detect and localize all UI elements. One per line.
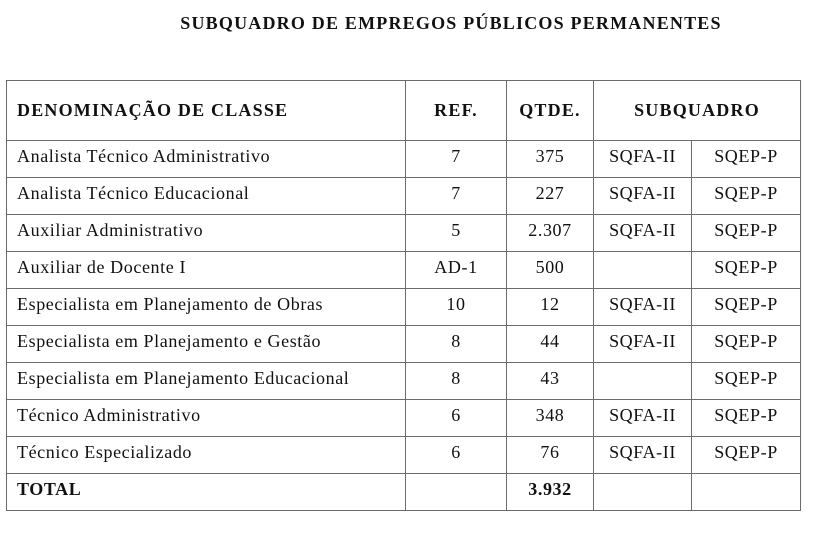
cell-denomination: Analista Técnico Administrativo	[7, 141, 406, 178]
document-title: SUBQUADRO DE EMPREGOS PÚBLICOS PERMANENTES	[180, 13, 722, 33]
table-row	[7, 437, 801, 474]
cell-subquadro-sqfa: SQFA-II	[594, 400, 692, 437]
total-label: TOTAL	[7, 474, 406, 511]
cell-denomination: Especialista em Planejamento de Obras	[7, 289, 406, 326]
cell-denomination: Auxiliar Administrativo	[7, 215, 406, 252]
cell-subquadro-sqfa: SQFA-II	[594, 289, 692, 326]
cell-denomination: Auxiliar de Docente I	[7, 252, 406, 289]
cell-subquadro-sqep: SQEP-P	[692, 326, 801, 363]
employment-table	[6, 80, 801, 511]
table-row	[7, 252, 801, 289]
total-sqep-empty	[692, 474, 801, 511]
cell-subquadro-sqfa: SQFA-II	[594, 141, 692, 178]
cell-subquadro-sqep: SQEP-P	[692, 178, 801, 215]
header-ref: REF.	[406, 81, 507, 141]
header-subquadro: SUBQUADRO	[594, 81, 801, 141]
cell-qty: 76	[507, 437, 594, 474]
cell-qty: 43	[507, 363, 594, 400]
cell-ref: 8	[406, 363, 507, 400]
table-row	[7, 400, 801, 437]
table-row	[7, 141, 801, 178]
cell-qty: 12	[507, 289, 594, 326]
cell-subquadro-sqep: SQEP-P	[692, 437, 801, 474]
total-sqfa-empty	[594, 474, 692, 511]
cell-subquadro-sqfa: SQFA-II	[594, 215, 692, 252]
cell-subquadro-sqep: SQEP-P	[692, 363, 801, 400]
table-body	[7, 141, 801, 511]
cell-qty: 348	[507, 400, 594, 437]
cell-subquadro-sqfa: SQFA-II	[594, 437, 692, 474]
table-row	[7, 289, 801, 326]
table-row	[7, 326, 801, 363]
cell-qty: 375	[507, 141, 594, 178]
cell-ref: 10	[406, 289, 507, 326]
cell-subquadro-sqfa	[594, 363, 692, 400]
table-row	[7, 363, 801, 400]
header-qty: QTDE.	[507, 81, 594, 141]
cell-ref: AD-1	[406, 252, 507, 289]
cell-subquadro-sqfa: SQFA-II	[594, 326, 692, 363]
cell-subquadro-sqep: SQEP-P	[692, 400, 801, 437]
cell-subquadro-sqep: SQEP-P	[692, 289, 801, 326]
table-header-row	[7, 81, 801, 141]
cell-denomination: Especialista em Planejamento e Gestão	[7, 326, 406, 363]
cell-subquadro-sqep: SQEP-P	[692, 215, 801, 252]
cell-denomination: Especialista em Planejamento Educacional	[7, 363, 406, 400]
cell-qty: 227	[507, 178, 594, 215]
cell-ref: 6	[406, 437, 507, 474]
total-qty: 3.932	[507, 474, 594, 511]
cell-denomination: Analista Técnico Educacional	[7, 178, 406, 215]
cell-ref: 8	[406, 326, 507, 363]
cell-subquadro-sqfa	[594, 252, 692, 289]
cell-ref: 6	[406, 400, 507, 437]
cell-subquadro-sqfa: SQFA-II	[594, 178, 692, 215]
cell-qty: 2.307	[507, 215, 594, 252]
cell-qty: 500	[507, 252, 594, 289]
cell-denomination: Técnico Especializado	[7, 437, 406, 474]
cell-ref: 7	[406, 141, 507, 178]
table-row	[7, 178, 801, 215]
cell-denomination: Técnico Administrativo	[7, 400, 406, 437]
table-row	[7, 215, 801, 252]
cell-ref: 5	[406, 215, 507, 252]
table-total-row	[7, 474, 801, 511]
cell-ref: 7	[406, 178, 507, 215]
cell-subquadro-sqep: SQEP-P	[692, 141, 801, 178]
total-ref-empty	[406, 474, 507, 511]
header-denomination: DENOMINAÇÃO DE CLASSE	[7, 81, 406, 141]
cell-subquadro-sqep: SQEP-P	[692, 252, 801, 289]
cell-qty: 44	[507, 326, 594, 363]
